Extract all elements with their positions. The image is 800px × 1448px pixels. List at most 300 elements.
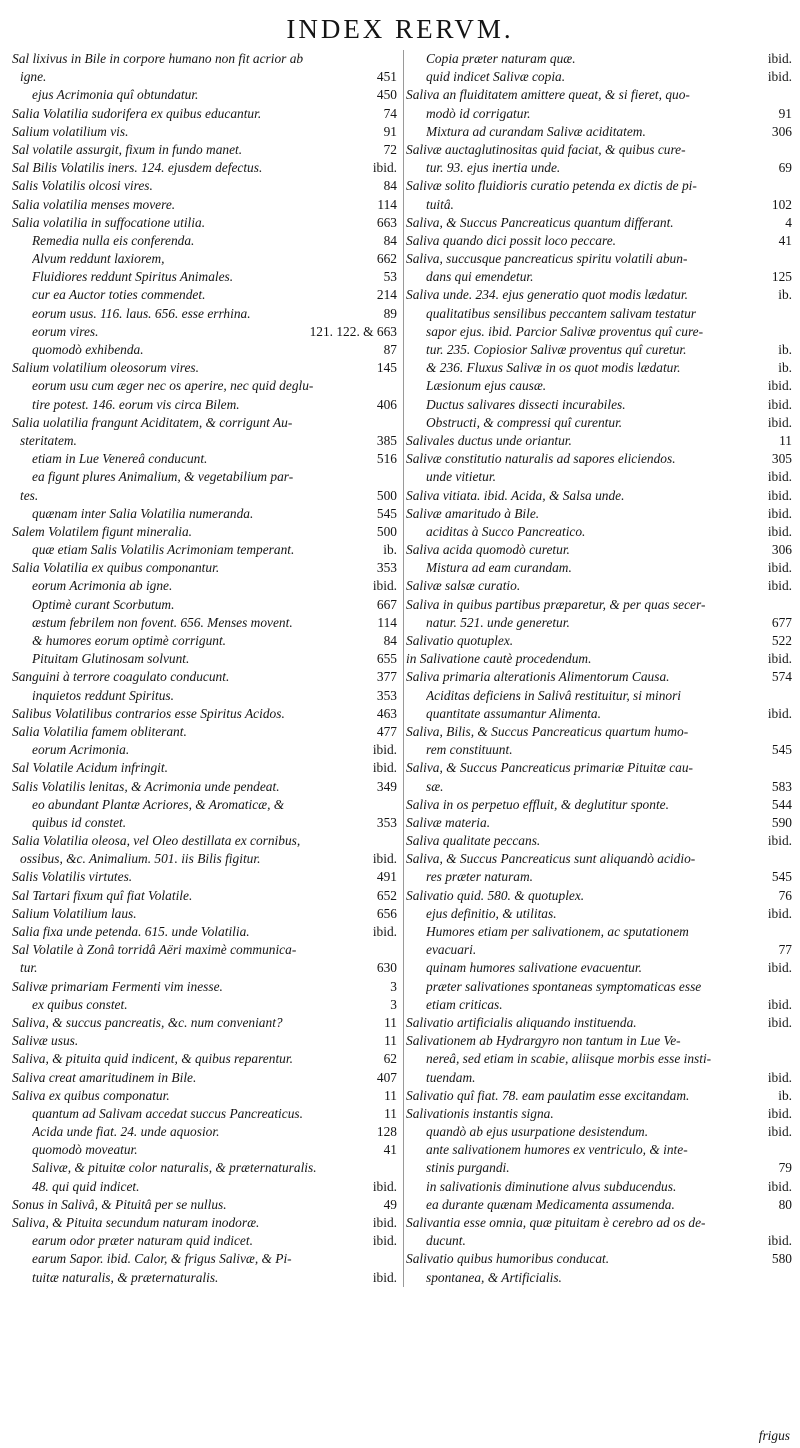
index-entry-text: tur. 93. ejus inertia unde. bbox=[426, 160, 561, 176]
index-entry bbox=[406, 341, 792, 359]
index-entry bbox=[406, 50, 792, 68]
index-entry bbox=[12, 487, 397, 505]
index-entry bbox=[12, 468, 397, 486]
index-entry bbox=[12, 86, 397, 104]
index-entry-page-ref: 114 bbox=[377, 614, 397, 630]
index-entry-text: Saliva quando dici possit loco peccare. bbox=[406, 232, 616, 248]
index-entry-text: Salivæ solito fluidioris curatio petenda ex dictis de pi- bbox=[406, 178, 697, 194]
index-entry bbox=[12, 796, 397, 814]
index-entry-page-ref: 545 bbox=[771, 869, 792, 885]
index-entry-text: tur. bbox=[20, 960, 38, 976]
index-entry bbox=[12, 632, 397, 650]
index-entry-text: Saliva an fluiditatem amittere queat, & si fieret, quo- bbox=[406, 87, 690, 103]
index-entry-page-ref: 544 bbox=[771, 796, 792, 812]
index-entry bbox=[406, 941, 792, 959]
index-entry-text: Salivantia esse omnia, quæ pituitam è cerebro ad os de- bbox=[406, 1215, 706, 1230]
index-entry-text: ante salivationem humores ex ventriculo, & inte- bbox=[426, 1142, 688, 1158]
index-entry-text: tuitæ naturalis, & præternaturalis. bbox=[32, 1269, 219, 1285]
index-entry bbox=[406, 1269, 792, 1287]
index-entry bbox=[12, 196, 397, 214]
index-entry bbox=[406, 923, 792, 941]
index-entry-page-ref: 353 bbox=[376, 814, 397, 830]
index-entry bbox=[12, 105, 397, 123]
index-entry-text: Salem Volatilem figunt mineralia. bbox=[12, 523, 193, 539]
index-entry-text: Salivationem ab Hydrargyro non tantum in Lue Ve- bbox=[406, 1033, 681, 1049]
index-entry bbox=[406, 796, 792, 814]
index-entry-text: Mistura ad eam curandam. bbox=[426, 560, 572, 576]
index-entry-page-ref: ib. bbox=[778, 1087, 792, 1103]
index-entry bbox=[12, 705, 397, 723]
index-entry bbox=[406, 159, 792, 177]
index-entry-text: modò id corrigatur. bbox=[426, 105, 531, 121]
index-entry-page-ref: ibid. bbox=[372, 851, 397, 867]
index-entry-page-ref: 306 bbox=[771, 542, 792, 558]
index-entry bbox=[12, 850, 397, 868]
index-entry-page-ref: 91 bbox=[383, 123, 397, 139]
index-entry-page-ref: 114 bbox=[377, 196, 397, 212]
index-entry-text: rem constituunt. bbox=[426, 742, 513, 758]
index-entry-page-ref: 491 bbox=[376, 869, 397, 885]
index-entry-page-ref: ibid. bbox=[767, 51, 792, 66]
index-entry-text: in Salivatione cautè procedendum. bbox=[406, 651, 592, 667]
index-entry-page-ref: ibid. bbox=[767, 378, 792, 394]
catchword: frigus bbox=[758, 1428, 790, 1443]
index-entry-text: Sal Volatile Acidum infringit. bbox=[12, 760, 168, 776]
index-entry-text: Mixtura ad curandam Salivæ aciditatem. bbox=[426, 123, 646, 139]
index-entry-page-ref: 53 bbox=[383, 269, 397, 285]
index-entry-page-ref: ib. bbox=[778, 287, 792, 303]
index-entry bbox=[12, 396, 397, 414]
index-entry bbox=[12, 1032, 397, 1050]
index-entry-text: eo abundant Plantæ Acriores, & Aromaticæ, & bbox=[32, 796, 285, 812]
index-entry bbox=[406, 1214, 792, 1232]
index-entry bbox=[406, 123, 792, 141]
index-entry-text: ducunt. bbox=[426, 1233, 466, 1249]
index-entry-text: Salivatio quî fiat. 78. eam paulatim esse excitandam. bbox=[406, 1087, 690, 1103]
index-entry bbox=[406, 487, 792, 505]
index-entry bbox=[12, 559, 397, 577]
index-entry-page-ref: 72 bbox=[383, 141, 397, 157]
index-entry-text: Saliva in quibus partibus præparetur, & per quas secer- bbox=[406, 596, 706, 612]
index-entry-text: Salivales ductus unde oriantur. bbox=[406, 432, 572, 448]
index-entry-text: quantitate assumantur Alimenta. bbox=[426, 705, 601, 721]
index-entry bbox=[12, 577, 397, 595]
index-entry-page-ref: ibid. bbox=[767, 505, 792, 521]
index-entry bbox=[12, 596, 397, 614]
index-entry bbox=[12, 832, 397, 850]
index-entry bbox=[12, 723, 397, 741]
index-entry bbox=[12, 286, 397, 304]
index-entry bbox=[406, 1105, 792, 1123]
index-entry bbox=[406, 286, 792, 304]
index-entry bbox=[406, 1178, 792, 1196]
index-entry bbox=[406, 305, 792, 323]
index-entry bbox=[12, 687, 397, 705]
index-entry bbox=[406, 232, 792, 250]
index-entry-text: quantum ad Salivam accedat succus Pancreaticus. bbox=[32, 1105, 303, 1121]
index-entry-page-ref: 630 bbox=[376, 960, 397, 976]
index-entry-page-ref: ibid. bbox=[767, 578, 792, 594]
index-entry-page-ref: 145 bbox=[376, 360, 397, 376]
index-entry-page-ref: 3 bbox=[390, 978, 397, 994]
index-entry-text: sæ. bbox=[426, 778, 444, 794]
index-entry bbox=[12, 305, 397, 323]
index-entry-text: Salivatio artificialis aliquando instituenda. bbox=[406, 1014, 637, 1030]
index-entry-page-ref: ibid. bbox=[372, 1215, 397, 1230]
index-entry-text: Sanguini à terrore coagulato conducunt. bbox=[12, 669, 230, 685]
index-entry-page-ref: 583 bbox=[771, 778, 792, 794]
index-entry bbox=[406, 741, 792, 759]
index-entry-page-ref: 662 bbox=[376, 251, 397, 267]
index-entry bbox=[12, 159, 397, 177]
index-entry-text: igne. bbox=[20, 69, 47, 85]
index-entry bbox=[406, 523, 792, 541]
index-entry bbox=[12, 778, 397, 796]
index-entry bbox=[12, 1050, 397, 1068]
index-entry-text: cur ea Auctor toties commendet. bbox=[32, 287, 206, 303]
index-entry-page-ref: 500 bbox=[376, 487, 397, 503]
index-entry-text: quæ etiam Salis Volatilis Acrimoniam temperant. bbox=[32, 542, 295, 558]
index-entry-text: quomodò exhibenda. bbox=[32, 342, 144, 357]
index-entry bbox=[406, 1050, 792, 1068]
index-entry-page-ref: ibid. bbox=[767, 396, 792, 412]
index-entry-text: ossibus, &c. Animalium. 501. iis Bilis figitur. bbox=[20, 851, 261, 867]
index-entry-page-ref: ibid. bbox=[372, 1178, 397, 1194]
index-entry-text: Saliva vitiata. ibid. Acida, & Salsa unde. bbox=[406, 487, 625, 503]
index-entry bbox=[12, 1232, 397, 1250]
index-entry-text: Salivæ salsæ curatio. bbox=[406, 578, 521, 594]
index-entry-text: unde vitietur. bbox=[426, 469, 496, 485]
index-entry bbox=[406, 996, 792, 1014]
index-entry bbox=[406, 414, 792, 432]
index-entry-text: quænam inter Salia Volatilia numeranda. bbox=[32, 505, 254, 521]
index-entry bbox=[406, 1123, 792, 1141]
index-entry bbox=[406, 832, 792, 850]
index-entry-text: Remedia nulla eis conferenda. bbox=[32, 232, 195, 248]
index-entry bbox=[12, 1014, 397, 1032]
index-entry-page-ref: 451 bbox=[376, 69, 397, 85]
index-entry-text: Saliva, & Succus Pancreaticus quantum differant. bbox=[406, 214, 674, 230]
index-entry-text: & humores eorum optimè corrigunt. bbox=[32, 633, 227, 648]
index-entry bbox=[406, 450, 792, 468]
index-entry-text: Salivæ usus. bbox=[12, 1033, 79, 1049]
index-entry-page-ref: 69 bbox=[778, 160, 792, 176]
index-entry bbox=[12, 1269, 397, 1287]
index-entry-text: quid indicet Salivæ copia. bbox=[426, 69, 566, 85]
index-entry-page-ref: 11 bbox=[384, 1087, 397, 1103]
index-entry-text: Ductus salivares dissecti incurabiles. bbox=[426, 396, 626, 412]
index-entry bbox=[406, 1141, 792, 1159]
index-entry-page-ref: ib. bbox=[778, 360, 792, 376]
index-entry-text: tire potest. 146. eorum vis circa Bilem. bbox=[32, 396, 240, 412]
index-entry-page-ref: ib. bbox=[383, 542, 397, 558]
index-entry-page-ref: 74 bbox=[383, 105, 397, 121]
index-entry-text: quandò ab ejus usurpatione desistendum. bbox=[426, 1124, 649, 1140]
index-entry bbox=[406, 577, 792, 595]
index-entry-text: quinam humores salivatione evacuentur. bbox=[426, 960, 642, 976]
index-entry-text: Humores etiam per salivationem, ac sputationem bbox=[426, 924, 689, 939]
index-entry-page-ref: 305 bbox=[771, 451, 792, 467]
index-entry-page-ref: ibid. bbox=[767, 833, 792, 849]
index-entry-text: præter salivationes spontaneas symptomaticas esse bbox=[426, 978, 702, 994]
index-entry bbox=[12, 377, 397, 395]
index-entry bbox=[406, 1069, 792, 1087]
index-entry-text: evacuari. bbox=[426, 942, 477, 958]
index-entry-page-ref: 500 bbox=[376, 523, 397, 539]
index-entry bbox=[12, 250, 397, 268]
index-entry bbox=[406, 778, 792, 796]
index-entry-text: Saliva in os perpetuo effluit, & deglutitur sponte. bbox=[406, 796, 669, 812]
index-entry-page-ref: ib. bbox=[778, 342, 792, 357]
index-entry-text: Salivæ constitutio naturalis ad sapores eliciendos. bbox=[406, 451, 676, 467]
index-entry-text: eorum Acrimonia. bbox=[32, 742, 130, 758]
index-entry-text: Saliva, & Succus Pancreaticus sunt aliquandò acidio- bbox=[406, 851, 696, 867]
index-entry bbox=[406, 959, 792, 977]
index-entry-text: Saliva, Bilis, & Succus Pancreaticus quartum humo- bbox=[406, 723, 689, 739]
index-entry-page-ref: 3 bbox=[390, 996, 397, 1012]
index-entry-text: Acida unde fiat. 24. unde aquosior. bbox=[32, 1124, 220, 1140]
index-entry-page-ref: ibid. bbox=[767, 469, 792, 485]
index-entry-text: Salia uolatilia frangunt Aciditatem, & corrigunt Au- bbox=[12, 414, 293, 430]
index-entry-text: tes. bbox=[20, 487, 39, 503]
index-entry bbox=[406, 396, 792, 414]
index-entry-text: æstum febrilem non fovent. 656. Menses movent. bbox=[32, 614, 293, 630]
index-entry-page-ref: ibid. bbox=[767, 487, 792, 503]
index-entry bbox=[406, 814, 792, 832]
index-entry-page-ref: 125 bbox=[771, 269, 792, 285]
index-entry-text: Salia volatilia in suffocatione utilia. bbox=[12, 214, 206, 230]
index-entry-text: Salibus Volatilibus contrarios esse Spiritus Acidos. bbox=[12, 705, 285, 721]
index-entry-text: tuitâ. bbox=[426, 196, 454, 212]
index-entry-page-ref: 545 bbox=[771, 742, 792, 758]
index-entry-page-ref: ibid. bbox=[372, 578, 397, 594]
index-entry-text: Salia Volatilia ex quibus componantur. bbox=[12, 560, 220, 576]
index-entry-text: aciditas à Succo Pancreatico. bbox=[426, 523, 586, 539]
index-entry-page-ref: ibid. bbox=[767, 1178, 792, 1194]
index-entry-text: Sal Bilis Volatilis iners. 124. ejusdem defectus. bbox=[12, 160, 263, 176]
index-entry-page-ref: 349 bbox=[376, 778, 397, 794]
index-entry-page-ref: 11 bbox=[384, 1033, 397, 1049]
index-entry-text: ea durante quænam Medicamenta assumenda. bbox=[426, 1196, 675, 1212]
index-entry bbox=[12, 1069, 397, 1087]
index-entry bbox=[12, 505, 397, 523]
index-entry bbox=[12, 814, 397, 832]
index-entry bbox=[12, 978, 397, 996]
index-entry bbox=[406, 68, 792, 86]
index-entry-text: Aciditas deficiens in Salivâ restituitur, si minori bbox=[426, 687, 682, 703]
index-entry bbox=[406, 105, 792, 123]
index-entry bbox=[406, 468, 792, 486]
index-entry-page-ref: ibid. bbox=[767, 523, 792, 539]
index-entry-text: Salium Volatilium laus. bbox=[12, 905, 137, 921]
index-entry-page-ref: ibid. bbox=[372, 760, 397, 776]
index-entry bbox=[406, 196, 792, 214]
index-entry-text: Salivæ primariam Fermenti vim inesse. bbox=[12, 978, 223, 994]
index-entry-text: Sal Tartari fixum quî fiat Volatile. bbox=[12, 887, 193, 903]
index-entry-text: quibus id constet. bbox=[32, 814, 127, 830]
index-entry-page-ref: ibid. bbox=[767, 651, 792, 667]
index-entry-text: Læsionum ejus causæ. bbox=[426, 378, 547, 394]
index-entry-text: 48. qui quid indicet. bbox=[32, 1178, 140, 1194]
index-entry-page-ref: 652 bbox=[376, 887, 397, 903]
index-entry-page-ref: 84 bbox=[383, 232, 397, 248]
index-entry-text: Saliva, & Pituita secundum naturam inodoræ. bbox=[12, 1215, 260, 1230]
index-entry-page-ref: 590 bbox=[771, 814, 792, 830]
index-entry-text: Saliva ex quibus componatur. bbox=[12, 1087, 170, 1103]
index-entry bbox=[12, 341, 397, 359]
index-entry bbox=[12, 905, 397, 923]
index-entry-text: res præter naturam. bbox=[426, 869, 534, 885]
index-entry bbox=[406, 505, 792, 523]
index-entry-text: Sal lixivus in Bile in corpore humano non fit acrior ab bbox=[12, 51, 304, 66]
index-entry-text: etiam criticas. bbox=[426, 996, 503, 1012]
index-entry-text: quomodò moveatur. bbox=[32, 1142, 138, 1158]
index-entry bbox=[406, 1250, 792, 1268]
index-entry bbox=[12, 541, 397, 559]
index-entry bbox=[406, 559, 792, 577]
index-entry bbox=[406, 141, 792, 159]
index-entry-page-ref: 677 bbox=[771, 614, 792, 630]
index-entry-page-ref: 87 bbox=[383, 342, 397, 357]
index-entry-text: Saliva unde. 234. ejus generatio quot modis lædatur. bbox=[406, 287, 688, 303]
index-entry-text: Saliva, & pituita quid indicent, & quibus reparentur. bbox=[12, 1051, 293, 1067]
index-entry bbox=[406, 541, 792, 559]
index-entry bbox=[12, 996, 397, 1014]
index-entry-text: ejus definitio, & utilitas. bbox=[426, 905, 557, 921]
index-entry-text: Alvum reddunt laxiorem, bbox=[32, 251, 165, 267]
index-entry bbox=[406, 1087, 792, 1105]
index-entry-text: Optimè curant Scorbutum. bbox=[32, 596, 175, 612]
index-entry-page-ref: 450 bbox=[376, 87, 397, 103]
index-entry bbox=[12, 68, 397, 86]
index-entry-text: Saliva, succusque pancreaticus spiritu volatili abun- bbox=[406, 251, 688, 267]
index-entry-text: Salivatio quotuplex. bbox=[406, 633, 514, 648]
index-entry-text: Salium volatilium vis. bbox=[12, 123, 129, 139]
index-entry bbox=[406, 250, 792, 268]
index-entry bbox=[406, 905, 792, 923]
index-entry-text: earum odor præter naturam quid indicet. bbox=[32, 1233, 253, 1249]
index-entry bbox=[406, 214, 792, 232]
index-entry-page-ref: 4 bbox=[785, 214, 792, 230]
index-entry-text: Salivæ materia. bbox=[406, 814, 491, 830]
index-entry bbox=[406, 687, 792, 705]
index-entry-page-ref: 574 bbox=[771, 669, 792, 685]
index-entry bbox=[406, 632, 792, 650]
index-entry-text: Salivæ auctaglutinositas quid faciat, & quibus cure- bbox=[406, 141, 686, 157]
index-entry-text: qualitatibus sensilibus peccantem salivam testatur bbox=[426, 305, 697, 321]
index-entry-page-ref: ibid. bbox=[767, 1014, 792, 1030]
index-entry-text: & 236. Fluxus Salivæ in os quot modis lædatur. bbox=[426, 360, 681, 376]
index-entry-text: sapor ejus. ibid. Parcior Salivæ proventus quî cure- bbox=[426, 323, 704, 339]
index-entry-text: spontanea, & Artificialis. bbox=[426, 1269, 562, 1285]
index-entry-page-ref: 353 bbox=[376, 687, 397, 703]
index-entry-text: Sal Volatile à Zonâ torridâ Aëri maximè communica- bbox=[12, 942, 297, 958]
index-entry bbox=[12, 268, 397, 286]
index-entry bbox=[12, 177, 397, 195]
index-entry bbox=[406, 596, 792, 614]
index-entry bbox=[406, 705, 792, 723]
index-entry-page-ref: 89 bbox=[383, 305, 397, 321]
index-entry-page-ref: 11 bbox=[779, 432, 792, 448]
index-entry-page-ref: 76 bbox=[778, 887, 792, 903]
index-entry-page-ref: ibid. bbox=[767, 1124, 792, 1140]
index-entry bbox=[406, 432, 792, 450]
index-entry bbox=[12, 1214, 397, 1232]
index-entry bbox=[12, 141, 397, 159]
index-entry-page-ref: 49 bbox=[383, 1196, 397, 1212]
index-entry-page-ref: 516 bbox=[376, 451, 397, 467]
index-entry-page-ref: 545 bbox=[376, 505, 397, 521]
index-entry-text: Saliva primaria alterationis Alimentorum Causa. bbox=[406, 669, 670, 685]
index-entry bbox=[12, 432, 397, 450]
index-entry-text: Salivatio quid. 580. & quotuplex. bbox=[406, 887, 585, 903]
index-entry bbox=[406, 1032, 792, 1050]
index-entry bbox=[12, 1105, 397, 1123]
index-entry bbox=[12, 123, 397, 141]
index-entry-page-ref: ibid. bbox=[767, 1069, 792, 1085]
index-entry bbox=[12, 232, 397, 250]
index-entry-page-ref: 128 bbox=[376, 1124, 397, 1140]
index-entry-text: Salis Volatilis lenitas, & Acrimonia unde pendeat. bbox=[12, 778, 280, 794]
index-entry-page-ref: 306 bbox=[771, 123, 792, 139]
index-entry-page-ref: 406 bbox=[376, 396, 397, 412]
index-entry-page-ref: 580 bbox=[771, 1251, 792, 1267]
index-entry bbox=[406, 1232, 792, 1250]
index-entry-text: ejus Acrimonia quî obtundatur. bbox=[32, 87, 199, 103]
index-entry-text: Salia fixa unde petenda. 615. unde Volatilia. bbox=[12, 924, 250, 939]
index-entry bbox=[406, 268, 792, 286]
index-entry-page-ref: 463 bbox=[376, 705, 397, 721]
index-entry-page-ref: 102 bbox=[771, 196, 792, 212]
index-entry-text: Sonus in Salivâ, & Pituitâ per se nullus. bbox=[12, 1196, 227, 1212]
index-entry bbox=[12, 1123, 397, 1141]
index-entry-page-ref: ibid. bbox=[767, 705, 792, 721]
index-entry-page-ref: 91 bbox=[778, 105, 792, 121]
index-entry-text: eorum vires. bbox=[32, 323, 99, 339]
index-entry bbox=[406, 86, 792, 104]
index-entry bbox=[12, 1141, 397, 1159]
index-entry-page-ref: 353 bbox=[376, 560, 397, 576]
index-entry-page-ref: ibid. bbox=[767, 414, 792, 430]
index-entry bbox=[406, 887, 792, 905]
index-entry-page-ref: ibid. bbox=[372, 1269, 397, 1285]
index-entry-text: natur. 521. unde generetur. bbox=[426, 614, 570, 630]
index-entry-text: ea figunt plures Animalium, & vegetabilium par- bbox=[32, 469, 294, 485]
index-entry bbox=[406, 759, 792, 777]
index-entry-page-ref: ibid. bbox=[372, 742, 397, 758]
index-entry bbox=[406, 668, 792, 686]
index-entry bbox=[12, 1250, 397, 1268]
index-entry bbox=[406, 1196, 792, 1214]
index-entry-page-ref: 11 bbox=[384, 1014, 397, 1030]
index-entry-page-ref: 385 bbox=[376, 432, 397, 448]
index-entry-page-ref: ibid. bbox=[767, 905, 792, 921]
index-entry-page-ref: 377 bbox=[376, 669, 397, 685]
index-entry bbox=[12, 868, 397, 886]
index-entry-page-ref: 11 bbox=[384, 1105, 397, 1121]
index-entry-text: inquietos reddunt Spiritus. bbox=[32, 687, 174, 703]
index-column-right bbox=[406, 50, 792, 1287]
index-entry-text: Salia Volatilia famem obliterant. bbox=[12, 723, 187, 739]
index-entry bbox=[12, 323, 397, 341]
index-entry bbox=[406, 323, 792, 341]
index-entry-page-ref: 214 bbox=[376, 287, 397, 303]
index-entry-page-ref: ibid. bbox=[767, 1233, 792, 1249]
index-entry-text: etiam in Lue Venereâ conducunt. bbox=[32, 451, 208, 467]
index-entry bbox=[406, 1014, 792, 1032]
index-entry bbox=[12, 759, 397, 777]
index-entry-text: steritatem. bbox=[20, 432, 77, 448]
